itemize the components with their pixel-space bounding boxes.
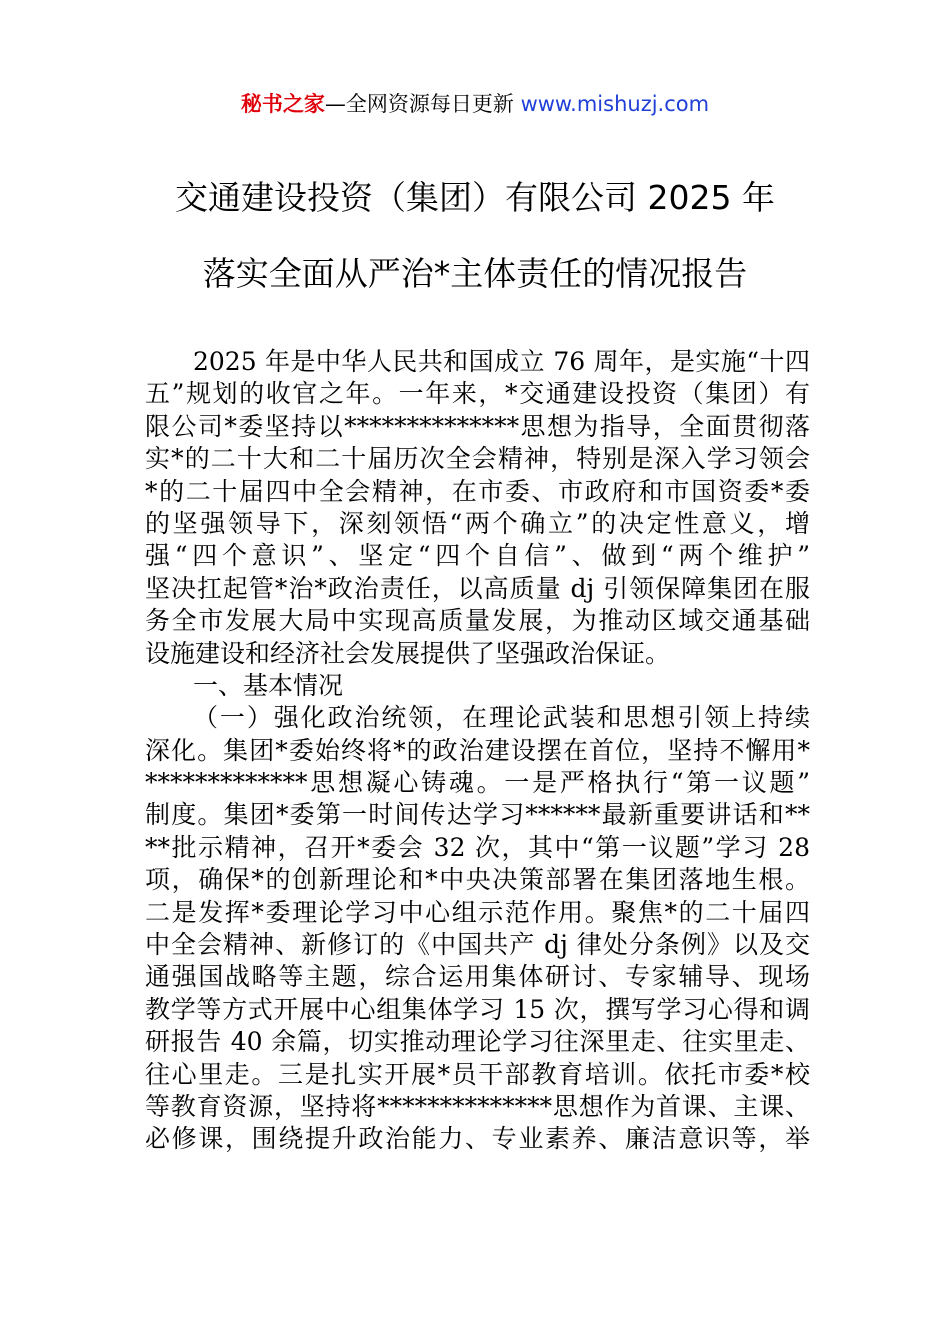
body-line: 中全会精神、新修订的《中国共产 dj 律处分条例》以及交 <box>145 930 810 960</box>
body-line: 2025 年是中华人民共和国成立 76 周年，是实施“十四 <box>193 347 810 376</box>
body-line: 五”规划的收官之年。一年来，*交通建设投资（集团）有 <box>145 379 810 409</box>
body-line: 坚决扛起管*治*政治责任，以高质量 dj 引领保障集团在服 <box>145 573 810 603</box>
body-line: 通强国战略等主题，综合运用集体研讨、专家辅导、现场 <box>145 962 810 992</box>
document-title <box>0 160 950 312</box>
body-line: 深化。集团*委始终将*的政治建设摆在首位，坚持不懈用* <box>145 735 810 765</box>
body-line: 实*的二十大和二十届历次全会精神，特别是深入学习领会 <box>145 444 810 474</box>
body-line: **批示精神，召开*委会 32 次，其中“第一议题”学习 28 <box>145 832 810 862</box>
body-line: 等教育资源，坚持将**************思想作为首课、主课、 <box>145 1091 810 1121</box>
body-line: 必修课，围绕提升政治能力、专业素养、廉洁意识等，举 <box>145 1124 810 1154</box>
site-url-link[interactable]: www.mishuzj.com <box>520 92 710 116</box>
body-line: *************思想凝心铸魂。一是严格执行“第一议题” <box>145 768 810 798</box>
body-line: 项，确保*的创新理论和*中央决策部署在集团落地生根。 <box>145 865 810 895</box>
body-line: 务全市发展大局中实现高质量发展，为推动区域交通基础 <box>145 606 810 636</box>
body-line: *的二十届四中全会精神，在市委、市政府和市国资委*委 <box>145 476 810 506</box>
body-line: （一）强化政治统领，在理论武装和思想引领上持续 <box>193 703 810 733</box>
site-brand: 秘书之家 <box>240 92 325 116</box>
body-line: 制度。集团*委第一时间传达学习******最新重要讲话和** <box>145 800 810 830</box>
body-line: 限公司*委坚持以**************思想为指导，全面贯彻落 <box>145 411 810 441</box>
title-line-2: 落实全面从严治*主体责任的情况报告 <box>202 254 748 293</box>
body-line: 往心里走。三是扎实开展*员干部教育培训。依托市委*校 <box>145 1059 810 1089</box>
body-line: 研报告 40 余篇，切实推动理论学习往深里走、往实里走、 <box>145 1027 810 1057</box>
body-line: 二是发挥*委理论学习中心组示范作用。聚焦*的二十届四 <box>145 897 810 927</box>
body-line: 强“四个意识”、坚定“四个自信”、做到“两个维护” <box>145 541 810 571</box>
site-slogan: —全网资源每日更新 <box>324 92 521 116</box>
body-line: 的坚强领导下，深刻领悟“两个确立”的决定性意义，增 <box>145 508 810 538</box>
body-line: 一、基本情况 <box>193 670 344 700</box>
title-line-1: 交通建设投资（集团）有限公司 2025 年 <box>175 178 775 217</box>
body-line: 教学等方式开展中心组集体学习 15 次，撰写学习心得和调 <box>145 994 810 1024</box>
site-header <box>0 88 950 120</box>
document-body <box>145 346 810 1156</box>
body-line: 设施建设和经济社会发展提供了坚强政治保证。 <box>145 638 671 668</box>
